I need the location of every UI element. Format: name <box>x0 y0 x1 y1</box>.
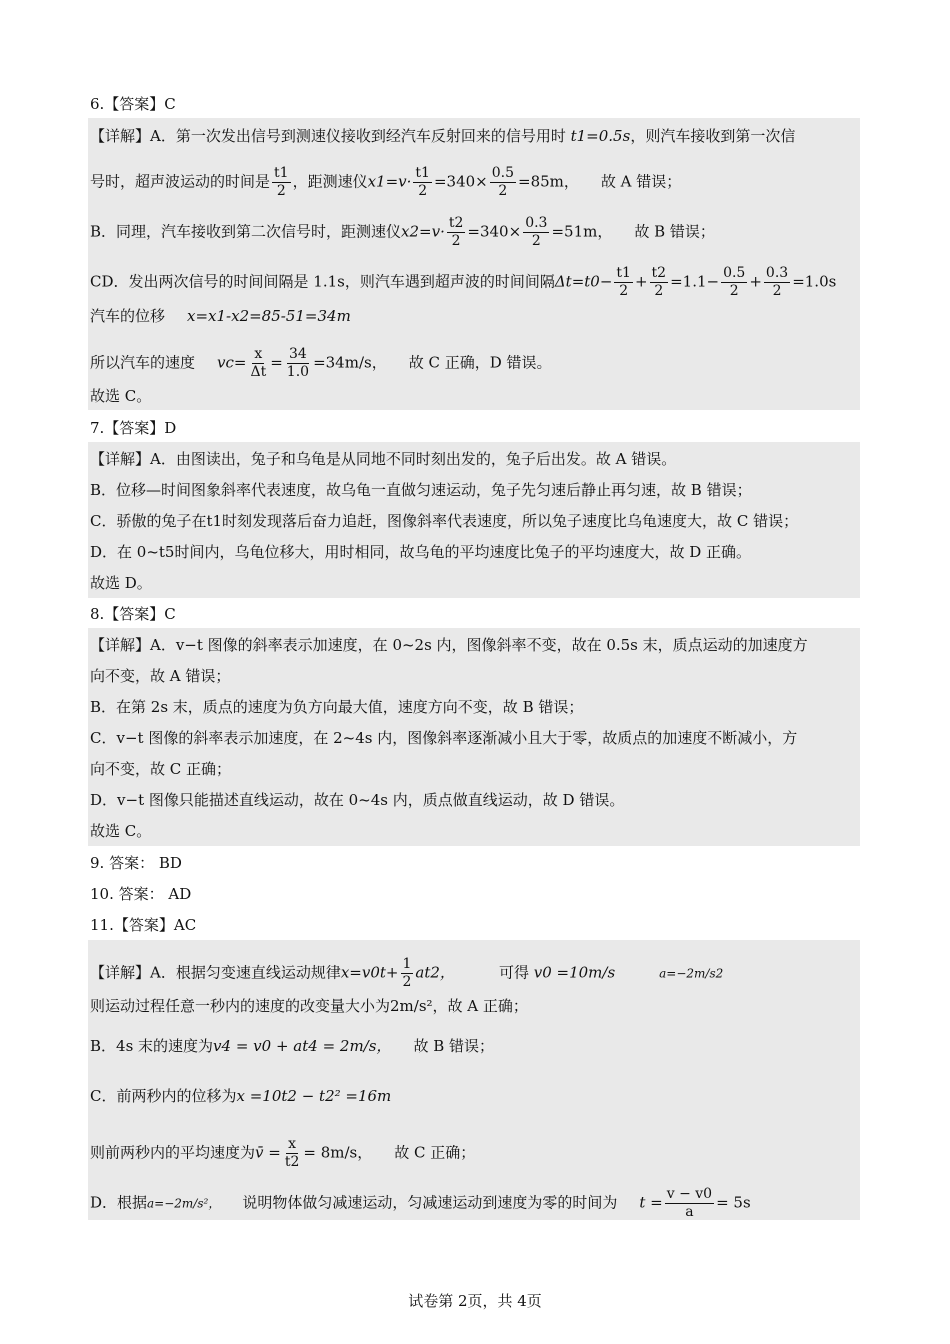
q8-detail-c-line1: C．v−t 图像的斜率表示加速度，在 2~4s 内，图像斜率逐渐减小且大于零，故质点的加速度不断减小，方 <box>90 729 798 747</box>
fraction: $\frac{0.5}{2}$ <box>491 165 514 199</box>
q8-detail-a-line2: 向不变，故 A 错误； <box>90 667 231 685</box>
q6-answer: 6.【答案】C <box>90 95 176 113</box>
fraction: $\frac{0.3}{2}$ <box>765 265 789 299</box>
q6-velocity: 所以汽车的速度 vc= $\frac{x}{\Delta t}$ = $\frac{34}{1.0}$ =34m/s， 故 C 正确，D 错误。 <box>90 346 552 380</box>
fraction: $\frac{v - v0}{a}$ <box>666 1186 713 1220</box>
q11-detail-a-line1: 【详解】A．根据匀变速直线运动规律x=v0t+ $\frac{1}{2}$ at2， 可得 v0 =10m/s a=−2m/s2 <box>90 956 724 990</box>
q8-detail-a-line1: 【详解】A．v−t 图像的斜率表示加速度，在 0~2s 内，图像斜率不变，故在 0.5s 末，质点运动的加速度方 <box>90 636 808 654</box>
q8-choose: 故选 C。 <box>90 822 152 840</box>
fraction: $\frac{t2}{2}$ <box>651 265 667 299</box>
q11-detail-c-line2: 则前两秒内的平均速度为v̄ = $\frac{x}{t2}$ = 8m/s， 故 C 正确； <box>90 1136 476 1170</box>
q11-detail-c: C．前两秒内的位移为x =10t2 − t2² =16m <box>90 1087 392 1105</box>
q7-choose: 故选 D。 <box>90 574 152 592</box>
q6-choose: 故选 C。 <box>90 387 152 405</box>
q11-answer: 11.【答案】AC <box>90 916 197 934</box>
q8-answer: 8.【答案】C <box>90 605 176 623</box>
fraction: $\frac{t1}{2}$ <box>616 265 631 299</box>
fraction: $\frac{34}{1.0}$ <box>286 346 310 380</box>
fraction: $\frac{t1}{2}$ <box>415 165 430 199</box>
q7-detail-d: D．在 0~t5时间内，乌龟位移大，用时相同，故乌龟的平均速度比兔子的平均速度大，故 D 正确。 <box>90 543 752 561</box>
fraction: $\frac{1}{2}$ <box>402 956 412 990</box>
fraction: $\frac{x}{\Delta t}$ <box>250 346 267 380</box>
q11-detail-a-line2: 则运动过程任意一秒内的速度的改变量大小为2m/s²，故 A 正确； <box>90 997 528 1015</box>
q6-detail-a-line1: 【详解】A．第一次发出信号到测速仪接收到经汽车反射回来的信号用时 t1=0.5s，则汽车接收到第一次信 <box>90 127 796 145</box>
q8-detail-c-line2: 向不变，故 C 正确； <box>90 760 232 778</box>
fraction: $\frac{0.3}{2}$ <box>525 215 548 249</box>
q7-detail-a: 【详解】A．由图读出，兔子和乌龟是从同地不同时刻出发的，兔子后出发。故 A 错误。 <box>90 450 677 468</box>
q6-detail-a-line2: 号时，超声波运动的时间是 $\frac{t1}{2}$ ，距测速仪x1=v· $\frac{t1}{2}$ =340× $\frac{0.5}{2}$ =85m， 故 A 错误； <box>90 165 682 199</box>
q6-displacement: 汽车的位移 x=x1-x2=85-51=34m <box>90 307 351 325</box>
q9-answer: 9. 答案： BD <box>90 854 182 872</box>
fraction: $\frac{0.5}{2}$ <box>723 265 746 299</box>
q7-detail-c: C．骄傲的兔子在t1时刻发现落后奋力追赶，图像斜率代表速度，所以兔子速度比乌龟速度大，故 C 错误； <box>90 512 799 530</box>
fraction: $\frac{t1}{2}$ <box>274 165 289 199</box>
q6-detail-b: B．同理，汽车接收到第二次信号时，距测速仪x2=v· $\frac{t2}{2}$ =340× $\frac{0.3}{2}$ =51m， 故 B 错误； <box>90 215 715 249</box>
q7-detail-b: B．位移—时间图象斜率代表速度，故乌龟一直做匀速运动，兔子先匀速后静止再匀速，故 B 错误； <box>90 481 752 499</box>
q6-detail-cd: CD．发出两次信号的时间间隔是 1.1s，则汽车遇到超声波的时间间隔Δt=t0− $\frac{t1}{2}$ + $\frac{t2}{2}$ =1.1− $\frac{0.5}{2}$ + $\frac{0.3}{2}$ =1.0s <box>90 265 837 299</box>
fraction: $\frac{t2}{2}$ <box>448 215 464 249</box>
q11-detail-b: B．4s 末的速度为v4 = v0 + at4 = 2m/s， 故 B 错误； <box>90 1037 494 1055</box>
q7-answer: 7.【答案】D <box>90 419 177 437</box>
q11-detail-d: D．根据a=−2m/s²， 说明物体做匀减速运动，匀减速运动到速度为零的时间为 t = $\frac{v - v0}{a}$ = 5s <box>90 1186 751 1220</box>
fraction: $\frac{x}{t2}$ <box>284 1136 300 1170</box>
q8-detail-b: B．在第 2s 末，质点的速度为负方向最大值，速度方向不变，故 B 错误； <box>90 698 584 716</box>
q10-answer: 10. 答案： AD <box>90 885 192 903</box>
page-footer: 试卷第 2页，共 4页 <box>408 1292 542 1310</box>
q8-detail-d: D．v−t 图像只能描述直线运动，故在 0~4s 内，质点做直线运动，故 D 错误。 <box>90 791 625 809</box>
